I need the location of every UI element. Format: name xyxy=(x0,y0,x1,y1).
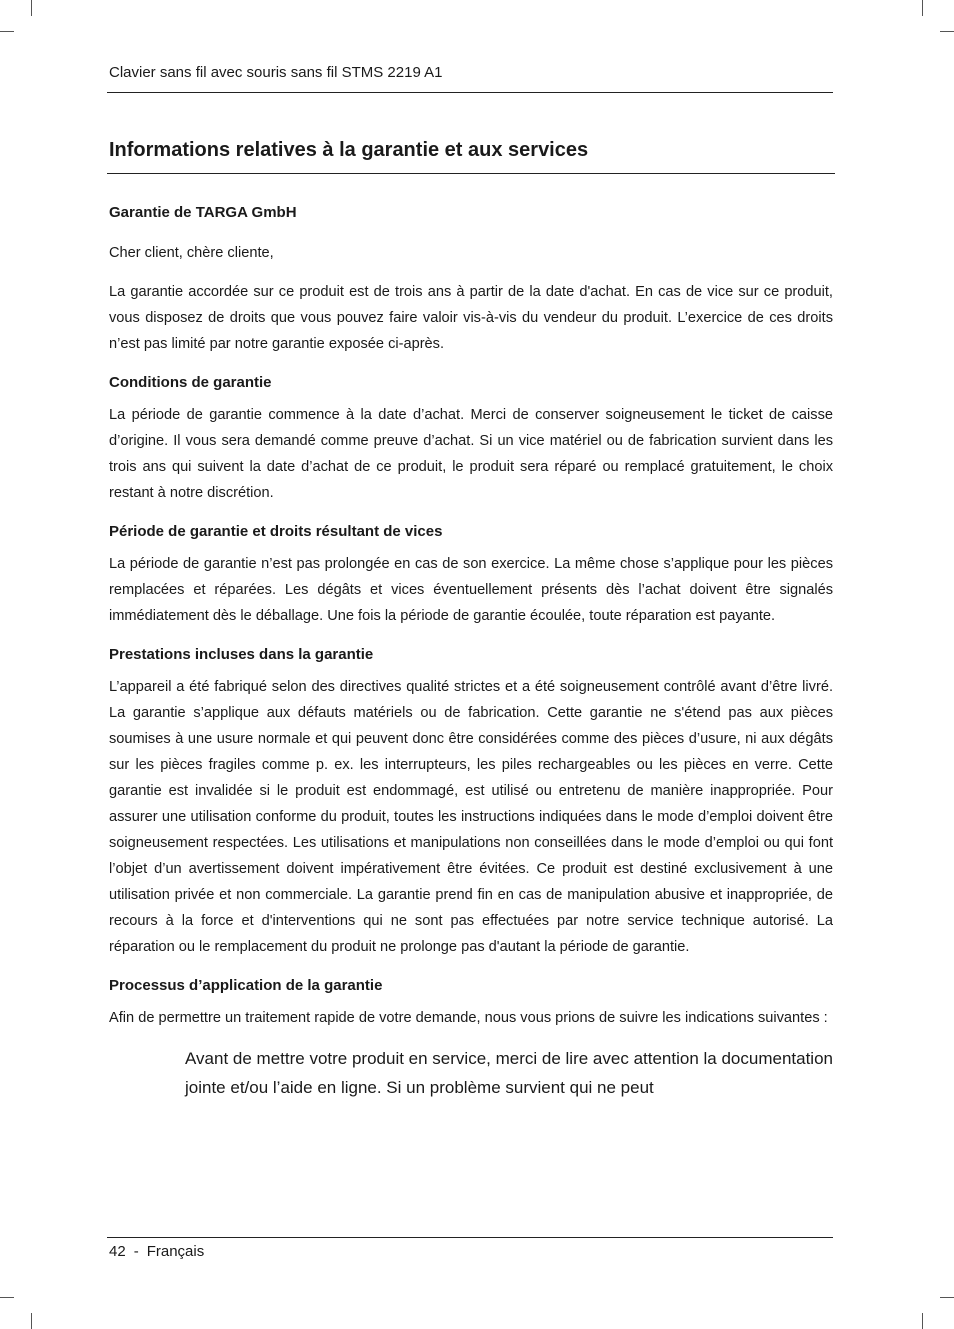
section-heading-periode: Période de garantie et droits résultant de vices xyxy=(109,523,443,540)
document-body xyxy=(109,200,833,1102)
header-rule xyxy=(107,92,833,93)
crop-mark-bottom-right xyxy=(922,1313,923,1329)
footer-language: Français xyxy=(146,1243,205,1260)
footer-separator: - xyxy=(133,1243,139,1260)
page-number: 42 xyxy=(109,1243,126,1260)
crop-mark-top-left xyxy=(31,0,32,16)
running-header: Clavier sans fil avec souris sans fil STMS 2219 A1 xyxy=(109,64,443,81)
crop-mark-bottom-right-h xyxy=(940,1297,954,1298)
paragraph-garantie-targa: La garantie accordée sur ce produit est de trois ans à partir de la date d'achat. En cas de vice sur ce produit, vous disposez de droits que vous pouvez faire valoir vis-à-vis du vendeur du produit. L’exercice de ces droits n’est pas limité par notre garantie exposée ci-après. xyxy=(109,284,833,352)
crop-mark-bottom-left-h xyxy=(0,1297,14,1298)
crop-mark-bottom-left xyxy=(31,1313,32,1329)
crop-mark-top-right xyxy=(922,0,923,16)
paragraph-processus: Afin de permettre un traitement rapide de votre demande, nous vous prions de suivre les indications suivantes : xyxy=(109,1010,828,1026)
section-heading-processus: Processus d’application de la garantie xyxy=(109,977,383,994)
section-heading-conditions: Conditions de garantie xyxy=(109,374,272,391)
salutation: Cher client, chère cliente, xyxy=(109,245,274,261)
paragraph-conditions: La période de garantie commence à la date d’achat. Merci de conserver soigneusement le ticket de caisse d’origine. Il vous sera demandé comme preuve d’achat. Si un vice matériel ou de fabrication survient dans les trois ans qui suivent la date d’achat de ce produit, le produit sera réparé ou remplacé gratuitement, le choix restant à notre discrétion. xyxy=(109,407,833,501)
page-title: Informations relatives à la garantie et aux services xyxy=(109,139,589,161)
title-rule xyxy=(107,173,835,174)
section-heading-prestations: Prestations incluses dans la garantie xyxy=(109,646,374,663)
crop-mark-top-right-h xyxy=(940,31,954,32)
page-footer xyxy=(109,1243,204,1260)
paragraph-prestations: L’appareil a été fabriqué selon des directives qualité strictes et a été soigneusement contrôlé avant d’être livré. La garantie s’applique aux défauts matériels ou de fabrication. Cette garantie ne s'étend pas aux pièces soumises à une usure normale et qui peuvent donc être considérées comme des pièces d’usure, ni aux dégâts sur les pièces fragiles comme p. ex. les interrupteurs, les piles rechargeables ou les pièces en verre. Cette garantie est invalidée si le produit est endommagé, est utilisé ou entretenu de manière inappropriée. Pour assurer une utilisation conforme du produit, toutes les instructions indiquées dans le mode d’emploi doivent être soigneusement respectées. Les utilisations et manipulations non conseillées dans le mode d’emploi ou qui font l’objet d’un avertissement doivent impérativement être évitées. Ce produit est destiné exclusivement à une utilisation privée et non commerciale. La garantie prend fin en cas de manipulation abusive et inappropriée, de recours à la force et d'interventions qui ne sont pas effectuées par notre service technique autorisé. La réparation ou le remplacement du produit ne prolonge pas d'autant la période de garantie. xyxy=(109,679,833,955)
footer-rule xyxy=(107,1237,833,1238)
section-heading-garantie-targa: Garantie de TARGA GmbH xyxy=(109,204,297,221)
paragraph-periode: La période de garantie n’est pas prolongée en cas de son exercice. La même chose s’applique pour les pièces remplacées et réparées. Les dégâts et vices éventuellement présents dès l’achat doivent être signalés immédiatement dès le déballage. Une fois la période de garantie écoulée, toute réparation est payante. xyxy=(109,556,833,624)
indented-instruction: Avant de mettre votre produit en service, merci de lire avec attention la documentation jointe et/ou l’aide en ligne. Si un problème survient qui ne peut xyxy=(185,1049,833,1097)
crop-mark-top-left-h xyxy=(0,31,14,32)
